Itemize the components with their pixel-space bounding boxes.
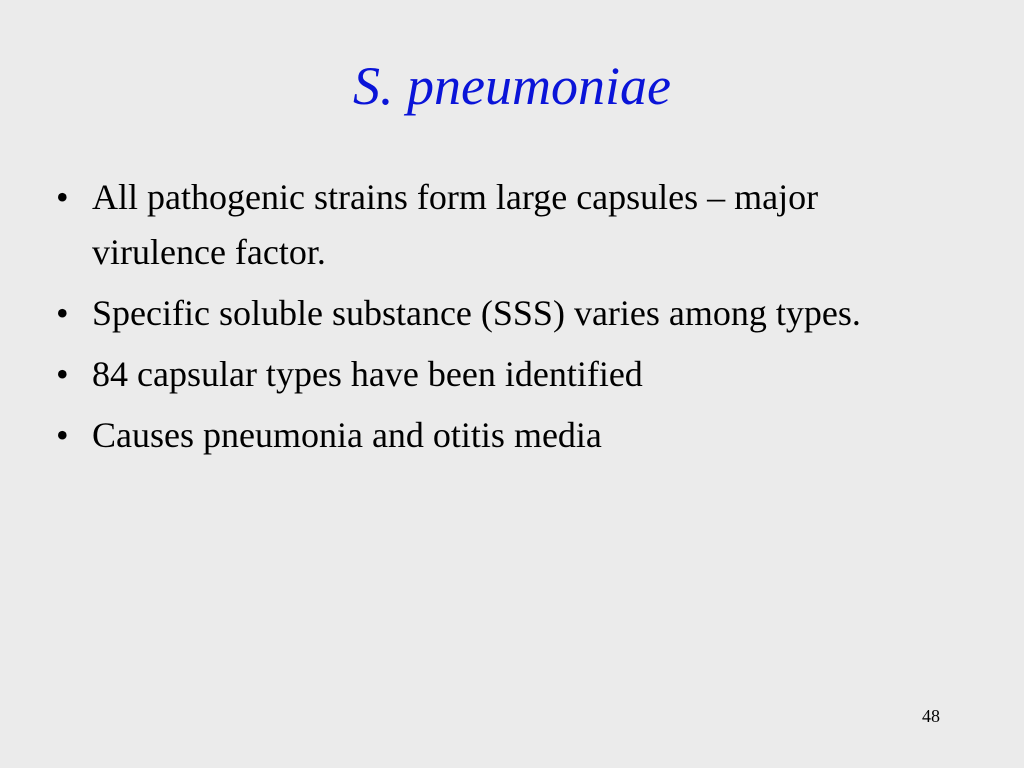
slide-number: 48: [922, 706, 940, 726]
bullet-item: [56, 347, 956, 402]
bullet-marker: •: [56, 177, 69, 217]
bullet-item: [56, 170, 956, 280]
bullet-text: Causes pneumonia and otitis media: [92, 415, 602, 455]
bullet-text: Specific soluble substance (SSS) varies among types.: [92, 293, 861, 333]
bullet-list: [56, 170, 956, 469]
bullet-text: 84 capsular types have been identified: [92, 354, 643, 394]
bullet-item: [56, 408, 956, 463]
bullet-item: [56, 286, 956, 341]
bullet-text: All pathogenic strains form large capsules – major virulence factor.: [92, 177, 819, 272]
bullet-marker: •: [56, 293, 69, 333]
slide-title: S. pneumoniae: [353, 56, 671, 116]
bullet-marker: •: [56, 354, 69, 394]
bullet-marker: •: [56, 415, 69, 455]
